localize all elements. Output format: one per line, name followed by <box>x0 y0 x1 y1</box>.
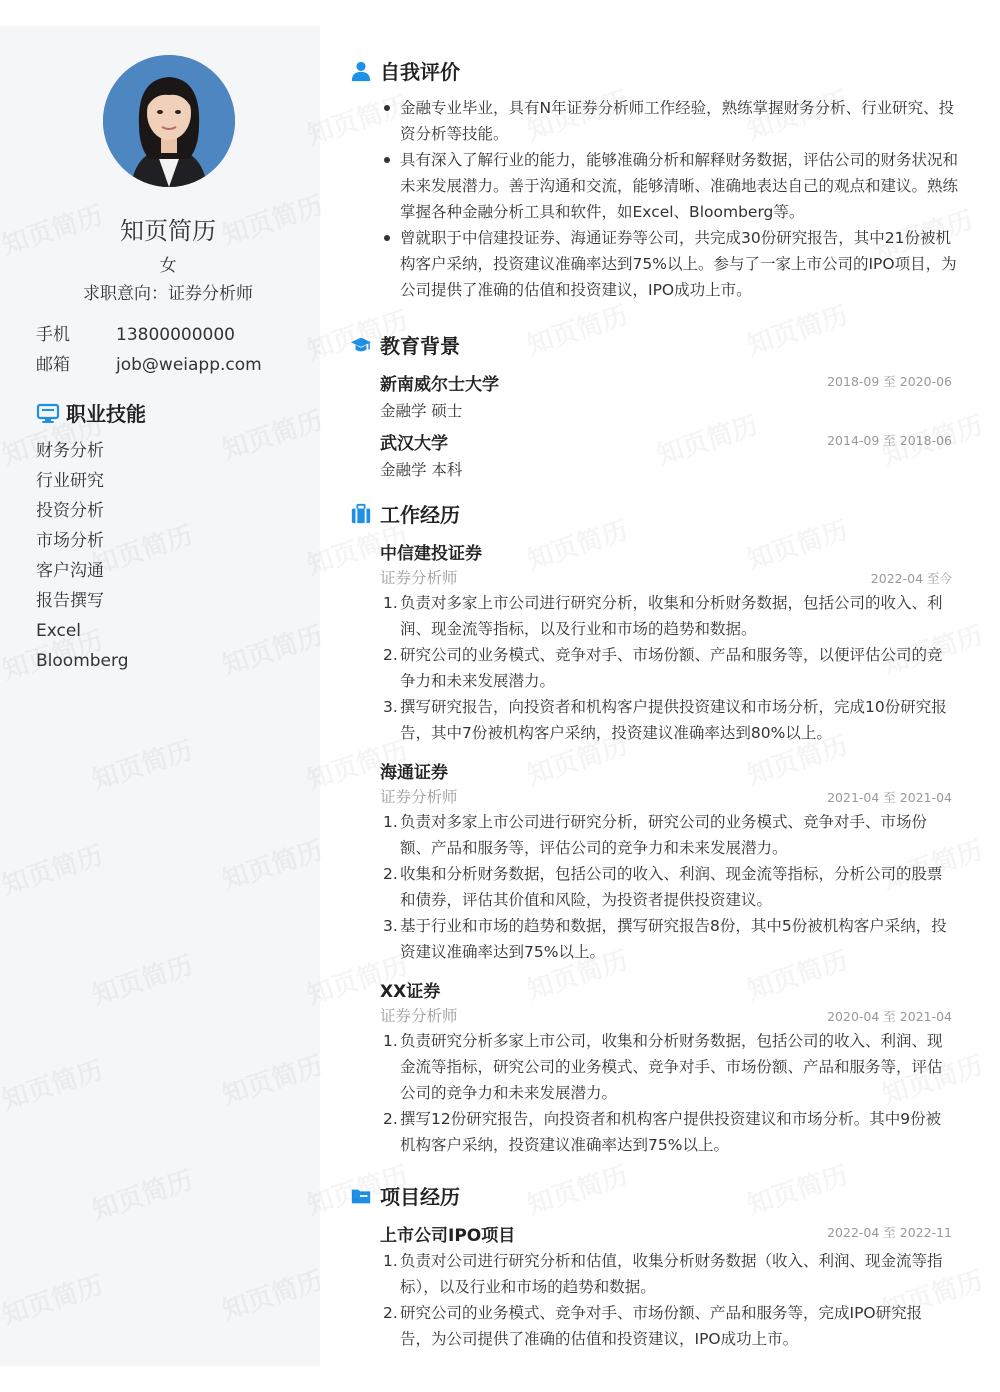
work-heading <box>350 499 460 528</box>
self-eval-heading <box>350 56 460 85</box>
watermark-text <box>522 295 632 362</box>
education-date: 2014-09 至 2018-06 <box>827 433 952 448</box>
work-date: 2020-04 至 2021-04 <box>827 1009 952 1024</box>
duty-item: 2. 收集和分析财务数据，包括公司的收入、利润、现金流等指标，分析公司的股票和债券，评估其价值和风险，为投资者提供投资建议。 <box>383 865 943 909</box>
job-role: 证券分析师 <box>380 1007 458 1025</box>
projects-title: 项目经历 <box>380 1185 460 1209</box>
duty-item: 2. 研究公司的业务模式、竞争对手、市场份额、产品和服务等，以便评估公司的竞争力和未来发展潜力。 <box>383 646 943 690</box>
education-title: 教育背景 <box>380 334 460 358</box>
self-eval-list <box>380 95 960 303</box>
self-eval-title: 自我评价 <box>380 60 460 84</box>
projects-heading <box>350 1181 460 1210</box>
duty-list <box>380 809 952 965</box>
skill-item: 报告撰写 <box>36 591 104 611</box>
duty-item: 1. 负责对多家上市公司进行研究分析，研究公司的业务模式、竞争对手、市场份额、产品和服务等，评估公司的竞争力和未来发展潜力。 <box>383 813 928 857</box>
school-name: 武汉大学 <box>380 434 448 454</box>
self-eval-item: 具有深入了解行业的能力，能够准确分析和解释财务数据，评估公司的财务状况和未来发展潜力。善于沟通和交流，能够清晰、准确地表达自己的观点和建议。熟练掌握各种金融分析工具和软件，如Excel、Bloomberg等。 <box>380 147 960 225</box>
duty-item: 1. 负责对多家上市公司进行研究分析，收集和分析财务数据，包括公司的收入、利润、现金流等指标，以及行业和市场的趋势和数据。 <box>383 594 943 638</box>
company-name: 中信建投证券 <box>380 544 482 564</box>
duty-item: 2. 研究公司的业务模式、竞争对手、市场份额、产品和服务等，完成IPO研究报告，为公司提供了准确的估值和投资建议，IPO成功上市。 <box>383 1304 923 1348</box>
phone-label: 手机 <box>36 325 70 345</box>
watermark-text <box>522 1155 632 1222</box>
project-date: 2022-04 至 2022-11 <box>827 1225 952 1240</box>
education-entry <box>380 370 952 421</box>
user-icon <box>350 60 372 82</box>
job-intent: 求职意向：证券分析师 <box>83 284 253 304</box>
work-date: 2022-04 至今 <box>870 571 952 586</box>
work-entry <box>380 758 952 965</box>
phone-row <box>36 320 235 345</box>
company-name: XX证券 <box>380 982 441 1002</box>
phone-value: 13800000000 <box>116 325 235 345</box>
work-title: 工作经历 <box>380 503 460 527</box>
gender: 女 <box>159 256 177 276</box>
skill-item: 客户沟通 <box>36 561 104 581</box>
job-role: 证券分析师 <box>380 569 458 587</box>
email-value: job@weiapp.com <box>116 355 262 375</box>
job-role: 证券分析师 <box>380 788 458 806</box>
project-entry <box>380 1221 952 1352</box>
skill-item: 行业研究 <box>36 471 104 491</box>
duty-item: 2. 撰写12份研究报告，向投资者和机构客户提供投资建议和市场分析。其中9份被机构客户采纳，投资建议准确率达到75%以上。 <box>383 1110 942 1154</box>
work-entry <box>380 977 952 1158</box>
skills-list <box>36 436 128 676</box>
duty-list <box>380 1028 952 1158</box>
skill-item: Bloomberg <box>36 651 129 671</box>
education-heading <box>350 330 460 359</box>
education-entry <box>380 429 952 480</box>
skill-item: 市场分析 <box>36 531 104 551</box>
degree-info: 金融学 硕士 <box>380 402 463 420</box>
sidebar <box>0 26 320 1366</box>
skill-item: 投资分析 <box>36 501 104 521</box>
duty-item: 1. 负责研究分析多家上市公司，收集和分析财务数据，包括公司的收入、利润、现金流等指标，研究公司的业务模式、竞争对手、市场份额、产品和服务等，评估公司的竞争力和未来发展潜力。 <box>383 1032 943 1102</box>
school-name: 新南威尔士大学 <box>380 375 499 395</box>
candidate-name: 知页简历 <box>120 217 216 245</box>
watermark-text <box>742 1155 852 1222</box>
avatar <box>103 55 235 187</box>
project-name: 上市公司IPO项目 <box>380 1226 516 1246</box>
email-label: 邮箱 <box>36 355 70 375</box>
skill-item: 财务分析 <box>36 441 104 461</box>
skills-heading <box>36 398 146 427</box>
self-eval-item: 金融专业毕业，具有N年证券分析师工作经验，熟练掌握财务分析、行业研究、投资分析等技能。 <box>380 95 960 147</box>
self-eval-item: 曾就职于中信建投证券、海通证券等公司，共完成30份研究报告，其中21份被机构客户采纳，投资建议准确率达到75%以上。参与了一家上市公司的IPO项目，为公司提供了准确的估值和投资建议，IPO成功上市。 <box>380 225 960 303</box>
company-name: 海通证券 <box>380 763 448 783</box>
degree-info: 金融学 本科 <box>380 461 463 479</box>
work-entry <box>380 539 952 746</box>
watermark-text <box>742 295 852 362</box>
briefcase-icon <box>350 503 372 525</box>
graduation-cap-icon <box>350 334 372 356</box>
duty-list <box>380 1248 952 1352</box>
duty-list <box>380 590 952 746</box>
duty-item: 3. 基于行业和市场的趋势和数据，撰写研究报告8份，其中5份被机构客户采纳，投资建议准确率达到75%以上。 <box>383 917 947 961</box>
work-date: 2021-04 至 2021-04 <box>827 790 952 805</box>
avatar-portrait <box>103 55 235 187</box>
skills-title: 职业技能 <box>66 402 146 426</box>
monitor-icon <box>36 401 60 425</box>
duty-item: 3. 撰写研究报告，向投资者和机构客户提供投资建议和市场分析，完成10份研究报告，其中7份被机构客户采纳，投资建议准确率达到80%以上。 <box>383 698 947 742</box>
folder-icon <box>350 1185 372 1207</box>
skill-item: Excel <box>36 621 82 641</box>
email-row <box>36 350 262 375</box>
duty-item: 1. 负责对公司进行研究分析和估值，收集分析财务数据（收入、利润、现金流等指标），以及行业和市场的趋势和数据。 <box>383 1252 943 1296</box>
education-date: 2018-09 至 2020-06 <box>827 374 952 389</box>
